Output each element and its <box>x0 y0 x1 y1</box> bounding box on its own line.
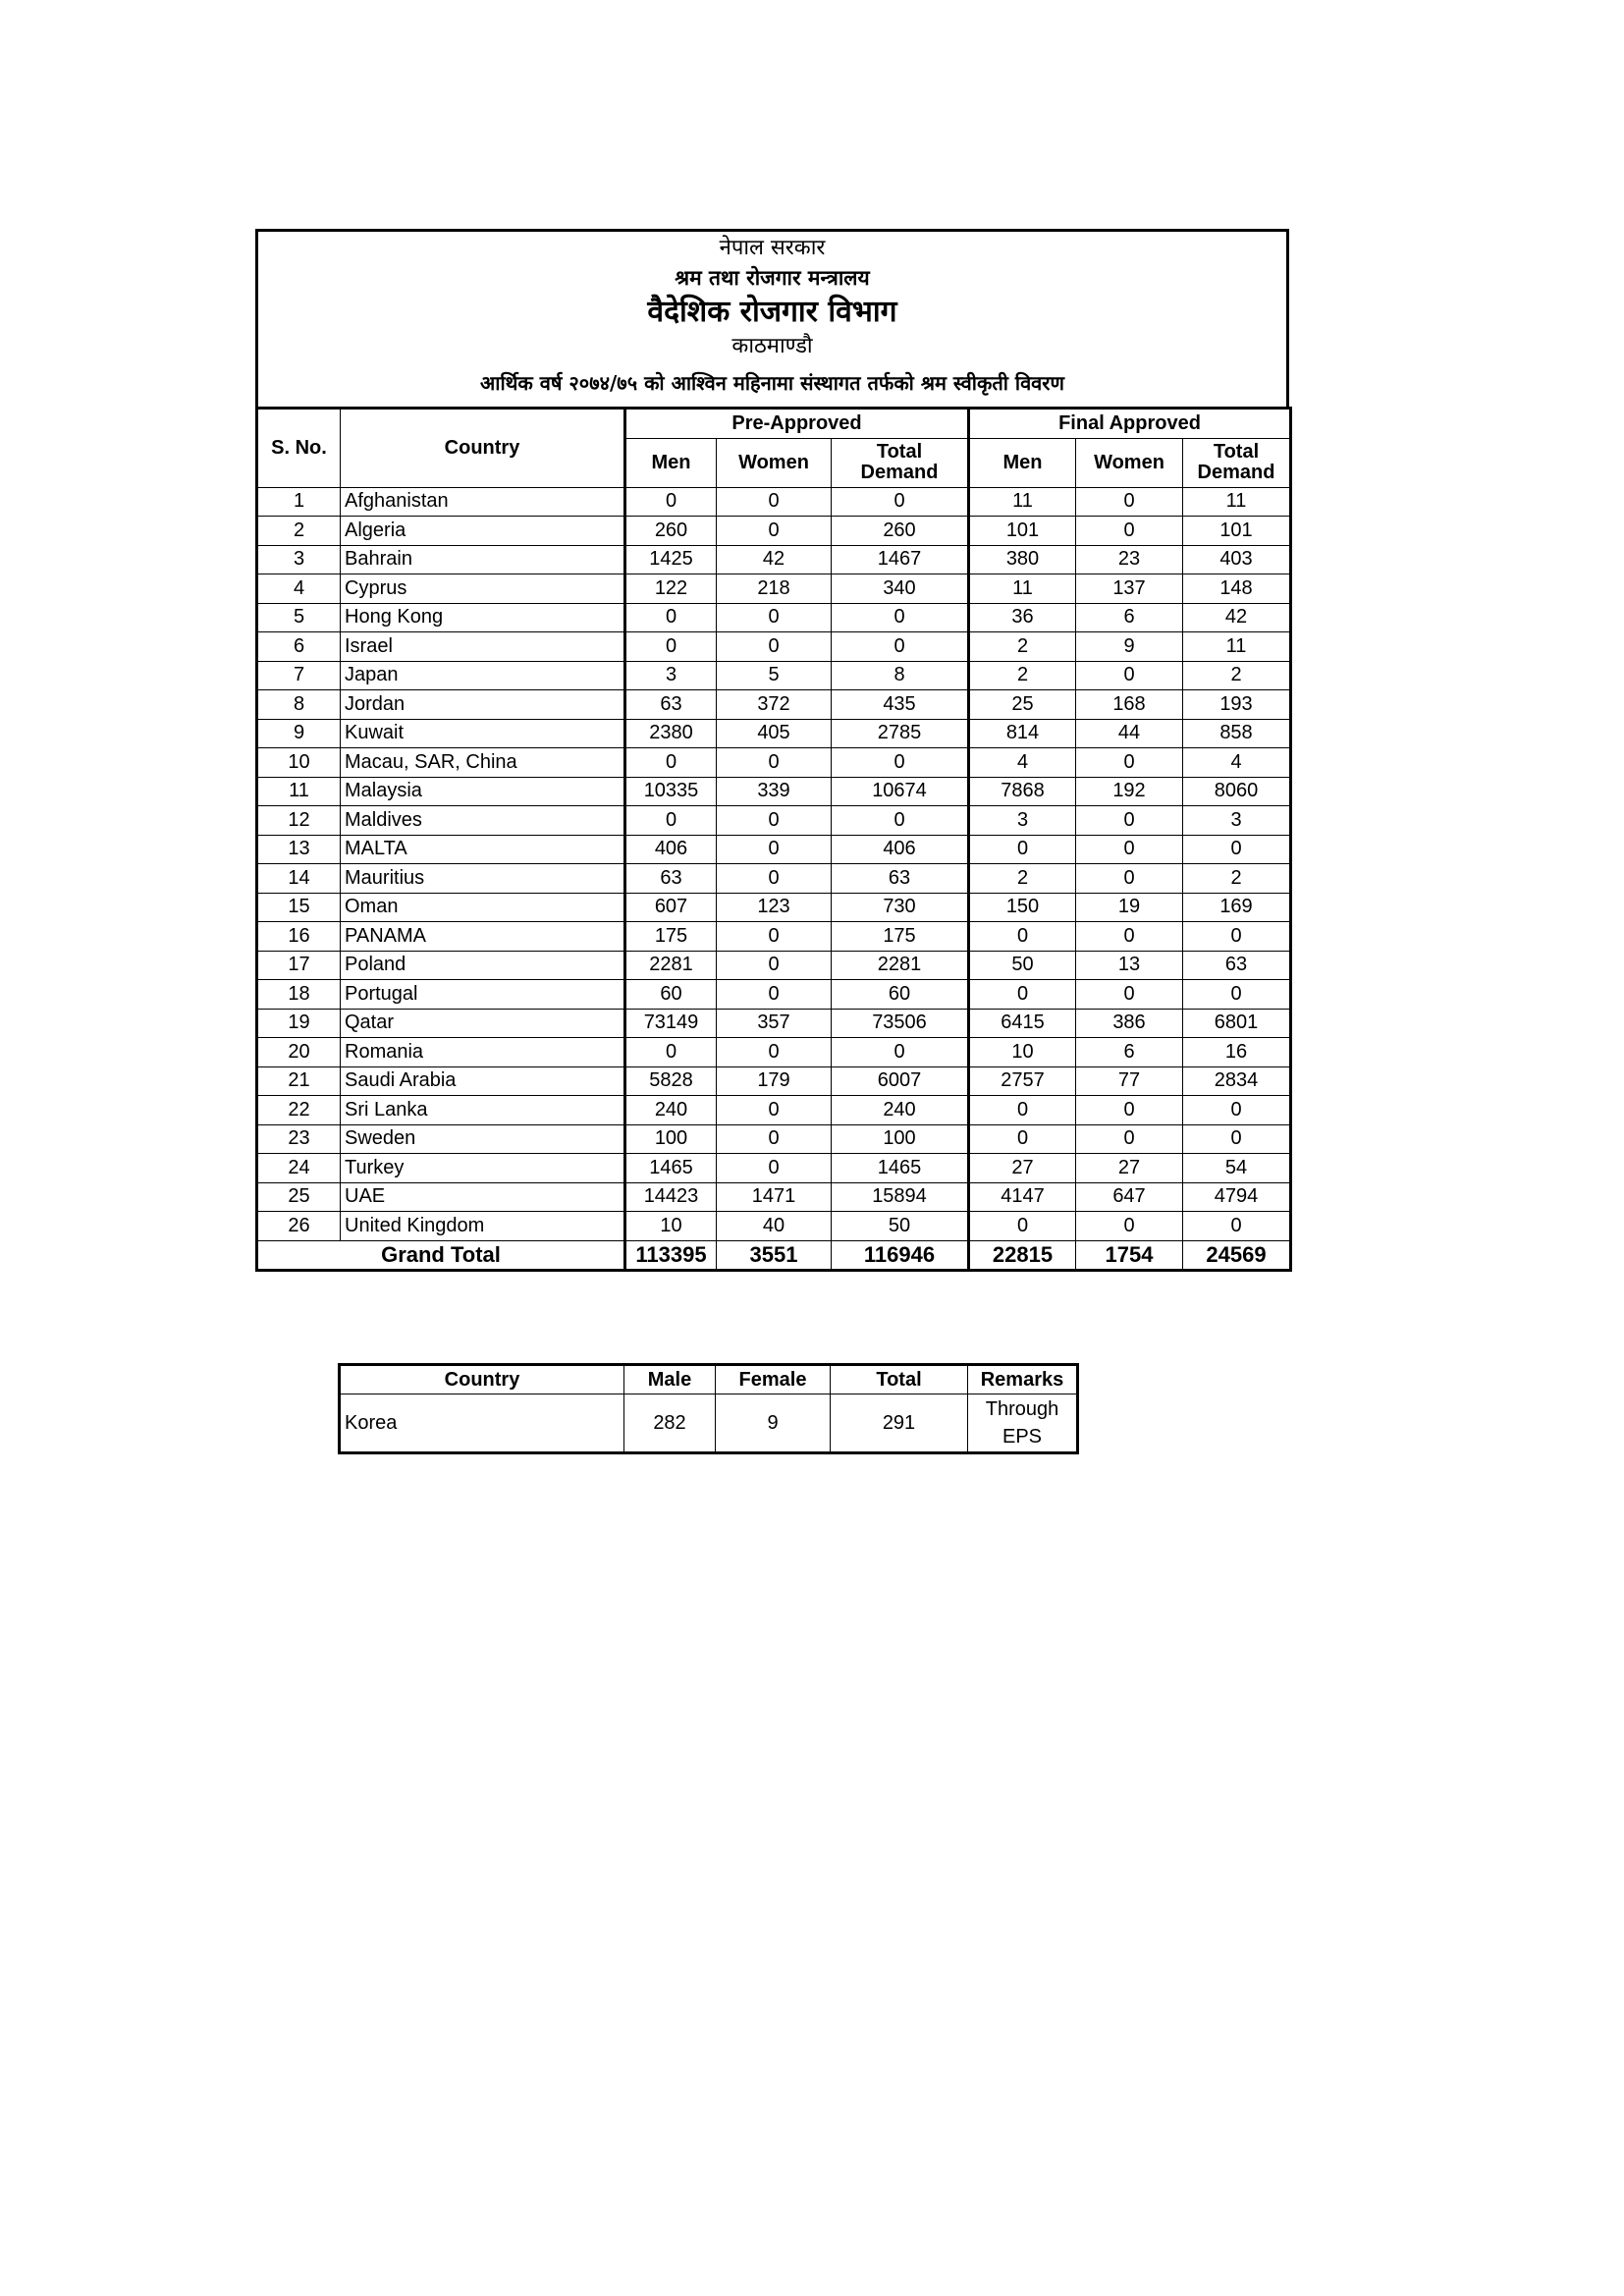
row-sno: 23 <box>257 1124 341 1154</box>
col-header-country: Country <box>341 409 625 488</box>
row-country: Qatar <box>341 1009 625 1038</box>
row-pre-total: 6007 <box>832 1066 969 1096</box>
grand-total-row <box>257 1240 1291 1270</box>
row-sno: 10 <box>257 748 341 778</box>
row-pre-men: 14423 <box>625 1182 717 1212</box>
labour-approval-table <box>255 407 1292 1272</box>
row-pre-women: 0 <box>717 951 832 980</box>
row-country: MALTA <box>341 835 625 864</box>
row-fin-men: 6415 <box>969 1009 1076 1038</box>
row-pre-total: 0 <box>832 632 969 662</box>
row-pre-women: 339 <box>717 777 832 806</box>
row-pre-women: 5 <box>717 661 832 690</box>
row-fin-total: 0 <box>1183 922 1291 952</box>
grand-total-pre-women: 3551 <box>717 1240 832 1270</box>
row-pre-women: 42 <box>717 545 832 574</box>
row-pre-total: 8 <box>832 661 969 690</box>
table-row <box>257 922 1291 952</box>
report-sheet <box>255 229 1289 1272</box>
row-sno: 4 <box>257 574 341 604</box>
row-country: Cyprus <box>341 574 625 604</box>
header-ministry: श्रम तथा रोजगार मन्त्रालय <box>675 266 870 290</box>
row-fin-total: 4794 <box>1183 1182 1291 1212</box>
row-country: Sweden <box>341 1124 625 1154</box>
row-fin-total: 403 <box>1183 545 1291 574</box>
row-fin-men: 25 <box>969 690 1076 720</box>
row-pre-men: 406 <box>625 835 717 864</box>
row-country: Oman <box>341 893 625 922</box>
row-fin-women: 386 <box>1076 1009 1183 1038</box>
korea-header-male: Male <box>624 1365 716 1394</box>
row-pre-men: 100 <box>625 1124 717 1154</box>
row-fin-women: 13 <box>1076 951 1183 980</box>
row-fin-women: 0 <box>1076 922 1183 952</box>
col-header-fin-total: Total Demand <box>1183 438 1291 487</box>
row-fin-men: 380 <box>969 545 1076 574</box>
row-pre-men: 260 <box>625 517 717 546</box>
row-pre-total: 1465 <box>832 1154 969 1183</box>
row-fin-total: 193 <box>1183 690 1291 720</box>
grand-total-pre-men: 113395 <box>625 1240 717 1270</box>
row-fin-total: 16 <box>1183 1038 1291 1067</box>
table-row <box>257 1212 1291 1241</box>
row-pre-total: 63 <box>832 864 969 894</box>
row-fin-total: 2 <box>1183 864 1291 894</box>
row-pre-total: 435 <box>832 690 969 720</box>
korea-remarks: Through EPS <box>968 1394 1078 1453</box>
table-row <box>257 748 1291 778</box>
row-country: Maldives <box>341 806 625 836</box>
row-fin-total: 0 <box>1183 1212 1291 1241</box>
row-pre-men: 2380 <box>625 719 717 748</box>
col-header-pre-women: Women <box>717 438 832 487</box>
row-pre-men: 1465 <box>625 1154 717 1183</box>
row-sno: 25 <box>257 1182 341 1212</box>
row-pre-total: 50 <box>832 1212 969 1241</box>
table-row <box>257 632 1291 662</box>
table-body <box>257 487 1291 1240</box>
row-pre-total: 240 <box>832 1096 969 1125</box>
row-pre-men: 0 <box>625 603 717 632</box>
report-header <box>255 229 1289 407</box>
row-fin-women: 77 <box>1076 1066 1183 1096</box>
grand-total-fin-total: 24569 <box>1183 1240 1291 1270</box>
row-fin-men: 0 <box>969 980 1076 1010</box>
table-row <box>257 1124 1291 1154</box>
row-pre-women: 372 <box>717 690 832 720</box>
row-pre-total: 0 <box>832 603 969 632</box>
korea-header-country: Country <box>340 1365 624 1394</box>
row-pre-women: 0 <box>717 1038 832 1067</box>
table-row <box>257 517 1291 546</box>
row-fin-women: 19 <box>1076 893 1183 922</box>
row-pre-men: 175 <box>625 922 717 952</box>
row-country: Israel <box>341 632 625 662</box>
row-pre-total: 73506 <box>832 1009 969 1038</box>
row-pre-total: 1467 <box>832 545 969 574</box>
row-sno: 11 <box>257 777 341 806</box>
row-country: Saudi Arabia <box>341 1066 625 1096</box>
row-fin-men: 2757 <box>969 1066 1076 1096</box>
row-pre-women: 179 <box>717 1066 832 1096</box>
row-fin-women: 137 <box>1076 574 1183 604</box>
row-fin-women: 0 <box>1076 1124 1183 1154</box>
row-pre-total: 0 <box>832 1038 969 1067</box>
row-fin-women: 647 <box>1076 1182 1183 1212</box>
row-fin-women: 23 <box>1076 545 1183 574</box>
row-pre-women: 0 <box>717 1124 832 1154</box>
col-header-final-approved: Final Approved <box>969 409 1291 439</box>
korea-female: 9 <box>716 1394 831 1453</box>
korea-header-female: Female <box>716 1365 831 1394</box>
col-header-pre-approved: Pre-Approved <box>625 409 969 439</box>
row-fin-total: 858 <box>1183 719 1291 748</box>
row-pre-women: 0 <box>717 806 832 836</box>
row-fin-men: 50 <box>969 951 1076 980</box>
row-pre-women: 0 <box>717 487 832 517</box>
col-header-fin-men: Men <box>969 438 1076 487</box>
row-pre-women: 0 <box>717 632 832 662</box>
row-fin-men: 2 <box>969 632 1076 662</box>
row-fin-men: 3 <box>969 806 1076 836</box>
row-pre-men: 0 <box>625 632 717 662</box>
row-pre-total: 260 <box>832 517 969 546</box>
col-header-pre-total: Total Demand <box>832 438 969 487</box>
row-fin-men: 814 <box>969 719 1076 748</box>
table-row <box>257 980 1291 1010</box>
row-sno: 19 <box>257 1009 341 1038</box>
header-city: काठमाण्डौ <box>731 334 813 358</box>
row-fin-total: 63 <box>1183 951 1291 980</box>
row-fin-men: 0 <box>969 1124 1076 1154</box>
row-fin-total: 148 <box>1183 574 1291 604</box>
table-row <box>257 1038 1291 1067</box>
row-pre-men: 122 <box>625 574 717 604</box>
row-fin-women: 0 <box>1076 1212 1183 1241</box>
col-header-fin-women: Women <box>1076 438 1183 487</box>
row-country: Japan <box>341 661 625 690</box>
row-country: Kuwait <box>341 719 625 748</box>
row-country: Sri Lanka <box>341 1096 625 1125</box>
row-pre-women: 0 <box>717 864 832 894</box>
row-fin-total: 0 <box>1183 1096 1291 1125</box>
row-country: Hong Kong <box>341 603 625 632</box>
table-row <box>257 806 1291 836</box>
row-sno: 9 <box>257 719 341 748</box>
row-fin-men: 2 <box>969 864 1076 894</box>
row-pre-total: 60 <box>832 980 969 1010</box>
korea-country: Korea <box>340 1394 624 1453</box>
row-pre-men: 1425 <box>625 545 717 574</box>
row-fin-total: 11 <box>1183 487 1291 517</box>
row-fin-total: 4 <box>1183 748 1291 778</box>
row-sno: 3 <box>257 545 341 574</box>
row-country: Algeria <box>341 517 625 546</box>
row-fin-women: 0 <box>1076 806 1183 836</box>
row-pre-total: 730 <box>832 893 969 922</box>
row-pre-women: 0 <box>717 748 832 778</box>
row-sno: 13 <box>257 835 341 864</box>
row-fin-men: 2 <box>969 661 1076 690</box>
table-row <box>257 545 1291 574</box>
grand-total-pre-total: 116946 <box>832 1240 969 1270</box>
row-fin-women: 9 <box>1076 632 1183 662</box>
row-sno: 24 <box>257 1154 341 1183</box>
row-country: Mauritius <box>341 864 625 894</box>
korea-header-remarks: Remarks <box>968 1365 1078 1394</box>
row-country: Afghanistan <box>341 487 625 517</box>
col-header-pre-men: Men <box>625 438 717 487</box>
row-fin-women: 0 <box>1076 1096 1183 1125</box>
row-fin-total: 11 <box>1183 632 1291 662</box>
row-pre-total: 0 <box>832 487 969 517</box>
row-sno: 20 <box>257 1038 341 1067</box>
row-pre-men: 63 <box>625 690 717 720</box>
row-fin-women: 6 <box>1076 603 1183 632</box>
korea-eps-table <box>338 1363 1079 1454</box>
row-pre-women: 405 <box>717 719 832 748</box>
row-pre-men: 3 <box>625 661 717 690</box>
grand-total-label: Grand Total <box>257 1240 625 1270</box>
row-country: PANAMA <box>341 922 625 952</box>
row-pre-total: 2281 <box>832 951 969 980</box>
header-government: नेपाल सरकार <box>719 236 826 260</box>
row-fin-women: 168 <box>1076 690 1183 720</box>
row-fin-total: 0 <box>1183 1124 1291 1154</box>
row-fin-men: 11 <box>969 574 1076 604</box>
row-pre-total: 2785 <box>832 719 969 748</box>
korea-header-total: Total <box>831 1365 968 1394</box>
row-fin-total: 8060 <box>1183 777 1291 806</box>
row-pre-men: 0 <box>625 1038 717 1067</box>
row-fin-total: 169 <box>1183 893 1291 922</box>
row-fin-men: 36 <box>969 603 1076 632</box>
row-pre-men: 240 <box>625 1096 717 1125</box>
row-pre-men: 0 <box>625 806 717 836</box>
table-row <box>257 1182 1291 1212</box>
row-pre-women: 0 <box>717 835 832 864</box>
row-country: Romania <box>341 1038 625 1067</box>
table-row <box>257 1066 1291 1096</box>
row-fin-total: 3 <box>1183 806 1291 836</box>
col-header-sno: S. No. <box>257 409 341 488</box>
row-sno: 14 <box>257 864 341 894</box>
grand-total-fin-men: 22815 <box>969 1240 1076 1270</box>
row-fin-men: 7868 <box>969 777 1076 806</box>
row-pre-total: 340 <box>832 574 969 604</box>
row-pre-women: 0 <box>717 980 832 1010</box>
row-fin-men: 0 <box>969 835 1076 864</box>
row-sno: 6 <box>257 632 341 662</box>
row-sno: 21 <box>257 1066 341 1096</box>
table-row <box>257 864 1291 894</box>
row-fin-women: 0 <box>1076 864 1183 894</box>
row-fin-women: 0 <box>1076 835 1183 864</box>
row-sno: 17 <box>257 951 341 980</box>
row-fin-total: 0 <box>1183 835 1291 864</box>
row-fin-total: 42 <box>1183 603 1291 632</box>
row-pre-total: 0 <box>832 748 969 778</box>
row-fin-women: 44 <box>1076 719 1183 748</box>
row-fin-total: 2834 <box>1183 1066 1291 1096</box>
row-sno: 2 <box>257 517 341 546</box>
row-fin-total: 0 <box>1183 980 1291 1010</box>
row-fin-women: 0 <box>1076 487 1183 517</box>
row-fin-women: 0 <box>1076 517 1183 546</box>
row-pre-total: 175 <box>832 922 969 952</box>
row-fin-women: 0 <box>1076 980 1183 1010</box>
row-country: Malaysia <box>341 777 625 806</box>
row-pre-total: 10674 <box>832 777 969 806</box>
row-fin-total: 101 <box>1183 517 1291 546</box>
row-pre-women: 0 <box>717 517 832 546</box>
row-pre-women: 0 <box>717 1096 832 1125</box>
row-country: Poland <box>341 951 625 980</box>
row-fin-women: 0 <box>1076 661 1183 690</box>
row-pre-men: 0 <box>625 487 717 517</box>
row-pre-women: 0 <box>717 922 832 952</box>
row-fin-women: 0 <box>1076 748 1183 778</box>
row-sno: 5 <box>257 603 341 632</box>
row-fin-men: 11 <box>969 487 1076 517</box>
row-fin-total: 2 <box>1183 661 1291 690</box>
row-pre-men: 0 <box>625 748 717 778</box>
korea-male: 282 <box>624 1394 716 1453</box>
row-country: United Kingdom <box>341 1212 625 1241</box>
table-row <box>257 1154 1291 1183</box>
row-fin-total: 54 <box>1183 1154 1291 1183</box>
row-sno: 18 <box>257 980 341 1010</box>
row-fin-men: 150 <box>969 893 1076 922</box>
table-row <box>257 1096 1291 1125</box>
table-row <box>257 893 1291 922</box>
row-pre-total: 0 <box>832 806 969 836</box>
row-pre-men: 10 <box>625 1212 717 1241</box>
row-pre-women: 357 <box>717 1009 832 1038</box>
row-country: Portugal <box>341 980 625 1010</box>
row-pre-men: 63 <box>625 864 717 894</box>
row-fin-men: 101 <box>969 517 1076 546</box>
table-row <box>257 690 1291 720</box>
row-pre-men: 10335 <box>625 777 717 806</box>
row-fin-women: 27 <box>1076 1154 1183 1183</box>
row-country: UAE <box>341 1182 625 1212</box>
row-sno: 7 <box>257 661 341 690</box>
row-fin-men: 4 <box>969 748 1076 778</box>
row-pre-women: 0 <box>717 1154 832 1183</box>
row-pre-total: 406 <box>832 835 969 864</box>
row-country: Turkey <box>341 1154 625 1183</box>
row-pre-total: 15894 <box>832 1182 969 1212</box>
korea-total: 291 <box>831 1394 968 1453</box>
row-sno: 1 <box>257 487 341 517</box>
row-sno: 16 <box>257 922 341 952</box>
row-fin-women: 6 <box>1076 1038 1183 1067</box>
row-pre-women: 0 <box>717 603 832 632</box>
header-department: वैदेशिक रोजगार विभाग <box>647 295 897 329</box>
row-sno: 22 <box>257 1096 341 1125</box>
row-pre-men: 607 <box>625 893 717 922</box>
row-pre-men: 2281 <box>625 951 717 980</box>
row-fin-men: 27 <box>969 1154 1076 1183</box>
row-pre-men: 5828 <box>625 1066 717 1096</box>
row-fin-women: 192 <box>1076 777 1183 806</box>
table-row <box>257 603 1291 632</box>
row-pre-total: 100 <box>832 1124 969 1154</box>
table-row <box>257 719 1291 748</box>
row-pre-men: 60 <box>625 980 717 1010</box>
row-sno: 26 <box>257 1212 341 1241</box>
table-row <box>257 777 1291 806</box>
row-fin-men: 4147 <box>969 1182 1076 1212</box>
row-country: Bahrain <box>341 545 625 574</box>
row-fin-men: 10 <box>969 1038 1076 1067</box>
row-fin-men: 0 <box>969 922 1076 952</box>
row-fin-men: 0 <box>969 1096 1076 1125</box>
row-pre-women: 1471 <box>717 1182 832 1212</box>
row-pre-men: 73149 <box>625 1009 717 1038</box>
row-sno: 12 <box>257 806 341 836</box>
row-fin-total: 6801 <box>1183 1009 1291 1038</box>
row-pre-women: 218 <box>717 574 832 604</box>
table-row <box>257 1009 1291 1038</box>
row-fin-men: 0 <box>969 1212 1076 1241</box>
row-country: Macau, SAR, China <box>341 748 625 778</box>
table-row <box>257 661 1291 690</box>
row-pre-women: 40 <box>717 1212 832 1241</box>
table-row <box>257 835 1291 864</box>
table-row <box>257 574 1291 604</box>
grand-total-fin-women: 1754 <box>1076 1240 1183 1270</box>
row-sno: 8 <box>257 690 341 720</box>
row-sno: 15 <box>257 893 341 922</box>
row-pre-women: 123 <box>717 893 832 922</box>
table-row <box>257 951 1291 980</box>
table-row <box>257 487 1291 517</box>
header-report-title: आर्थिक वर्ष २०७४/७५ को आश्विन महिनामा संस्थागत तर्फको श्रम स्वीकृती विवरण <box>480 371 1064 395</box>
row-country: Jordan <box>341 690 625 720</box>
